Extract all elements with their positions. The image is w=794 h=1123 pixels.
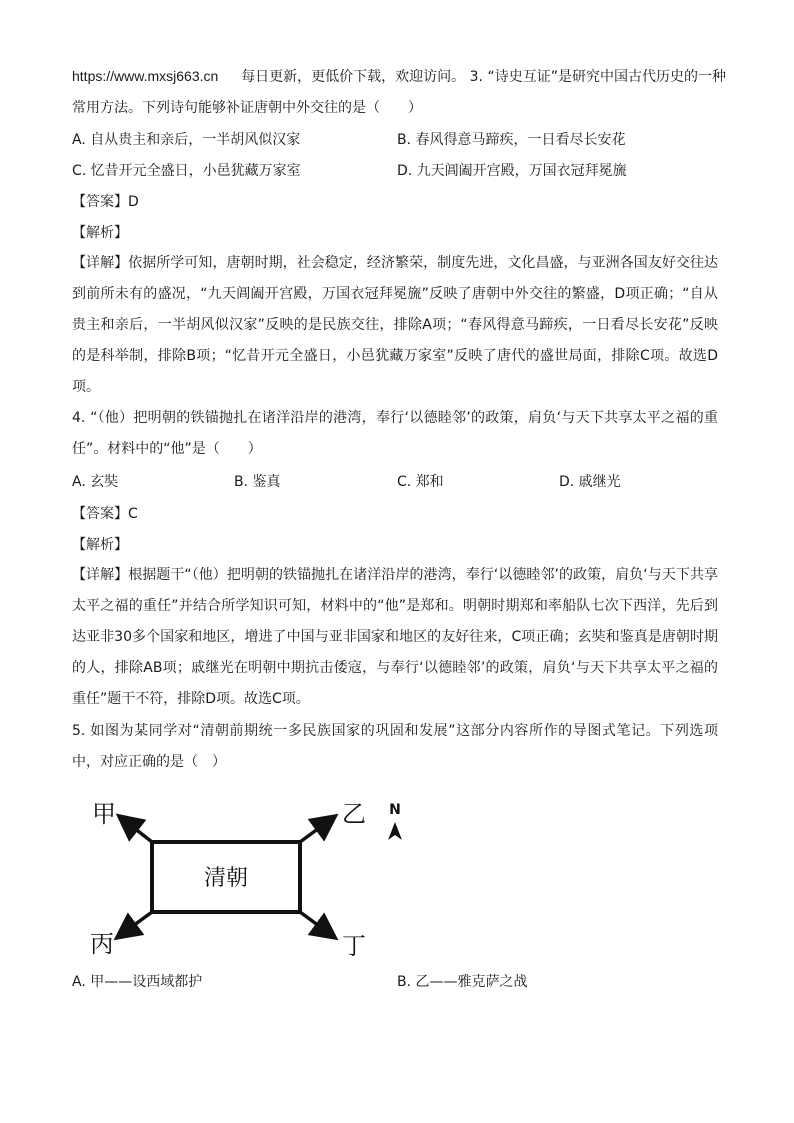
watermark-url: https://www.mxsj663.cn: [72, 68, 219, 84]
q3-answer: 【答案】D: [72, 194, 139, 210]
q3-option-a: A. 自从贵主和亲后，一半胡风似汉家: [72, 132, 301, 148]
q4-option-a: A. 玄奘: [72, 474, 119, 490]
q3-stem-start: 3. “诗史互证”是研究中国古代历史的一种: [469, 69, 726, 85]
arrow-sw: [122, 912, 152, 934]
q4-analysis-label: 【解析】: [72, 537, 128, 553]
q4-option-b: B. 鉴真: [234, 474, 281, 490]
label-ding: 丁: [342, 932, 366, 960]
center-label: 清朝: [203, 866, 249, 891]
q4-detail: 【详解】根据题干“（他）把明朝的铁锚抛扎在诸洋沿岸的港湾，奉行‘以德睦邻’的政策，肩负‘与天下共享太平之福的重任”并结合所学知识可知，材料中的“他”是郑和。明朝时期郑和率船队七次下西洋，先后到达亚非30多个国家和地区，增进了中国与亚非国家和地区的友好往来，C项正确；玄奘和鉴真是唐朝时期的人，排除AB项；戚继光在明朝中期抗击倭寇，与奉行‘以德睦邻’的政策，肩负‘与天下共享太平之福的重任”题干不符，排除D项。故选C项。: [72, 567, 718, 707]
north-arrow-icon: [388, 822, 402, 840]
north-label: N: [389, 802, 401, 818]
q4-stem: 4. “（他）把明朝的铁锚抛扎在诸洋沿岸的港湾，奉行‘以德睦邻’的政策，肩负‘与天下共享太平之福的重任”。材料中的“他”是（ ）: [72, 410, 718, 457]
label-jia: 甲: [92, 800, 116, 828]
q5-stem: 5. 如图为某同学对“清朝前期统一多民族国家的巩固和发展”这部分内容所作的导图式笔记。下列选项中，对应正确的是（ ）: [72, 723, 718, 770]
header-line: [72, 66, 726, 87]
q3-detail: 【详解】依据所学可知，唐朝时期，社会稳定，经济繁荣，制度先进，文化昌盛，与亚洲各国友好交往达到前所未有的盛况，“九天阊阖开宫殿，万国衣冠拜冕旒”反映了唐朝中外交往的繁盛，D项正确；“自从贵主和亲后，一半胡风似汉家”反映的是民族交往，排除A项；“春风得意马蹄疾，一日看尽长安花”反映的是科举制，排除B项；“忆昔开元全盛日，小邑犹藏万家室”反映了唐代的盛世局面，排除C项。故选D项。: [72, 255, 718, 395]
q3-option-d: D. 九天阊阖开宫殿，万国衣冠拜冕旒: [397, 163, 627, 179]
q3-analysis-label: 【解析】: [72, 225, 128, 241]
watermark-notice: 每日更新，更低价下载，欢迎访问。: [241, 69, 466, 85]
q4-option-c: C. 郑和: [397, 474, 444, 490]
q5-option-a: A. 甲——设西域都护: [72, 974, 203, 990]
q5-mindmap-diagram: [80, 790, 420, 970]
q3-option-b: B. 春风得意马蹄疾，一日看尽长安花: [397, 132, 626, 148]
q5-option-b: B. 乙——雅克萨之战: [397, 974, 528, 990]
q4-option-d: D. 戚继光: [559, 474, 621, 490]
label-yi: 乙: [342, 800, 366, 828]
arrow-se: [300, 912, 330, 934]
label-bing: 丙: [90, 930, 114, 958]
arrow-nw: [124, 820, 152, 842]
arrow-ne: [300, 820, 330, 842]
q3-stem-cont: 常用方法。下列诗句能够补证唐朝中外交往的是（ ）: [72, 100, 422, 116]
q4-answer: 【答案】C: [72, 506, 138, 522]
q3-option-c: C. 忆昔开元全盛日，小邑犹藏万家室: [72, 163, 301, 179]
